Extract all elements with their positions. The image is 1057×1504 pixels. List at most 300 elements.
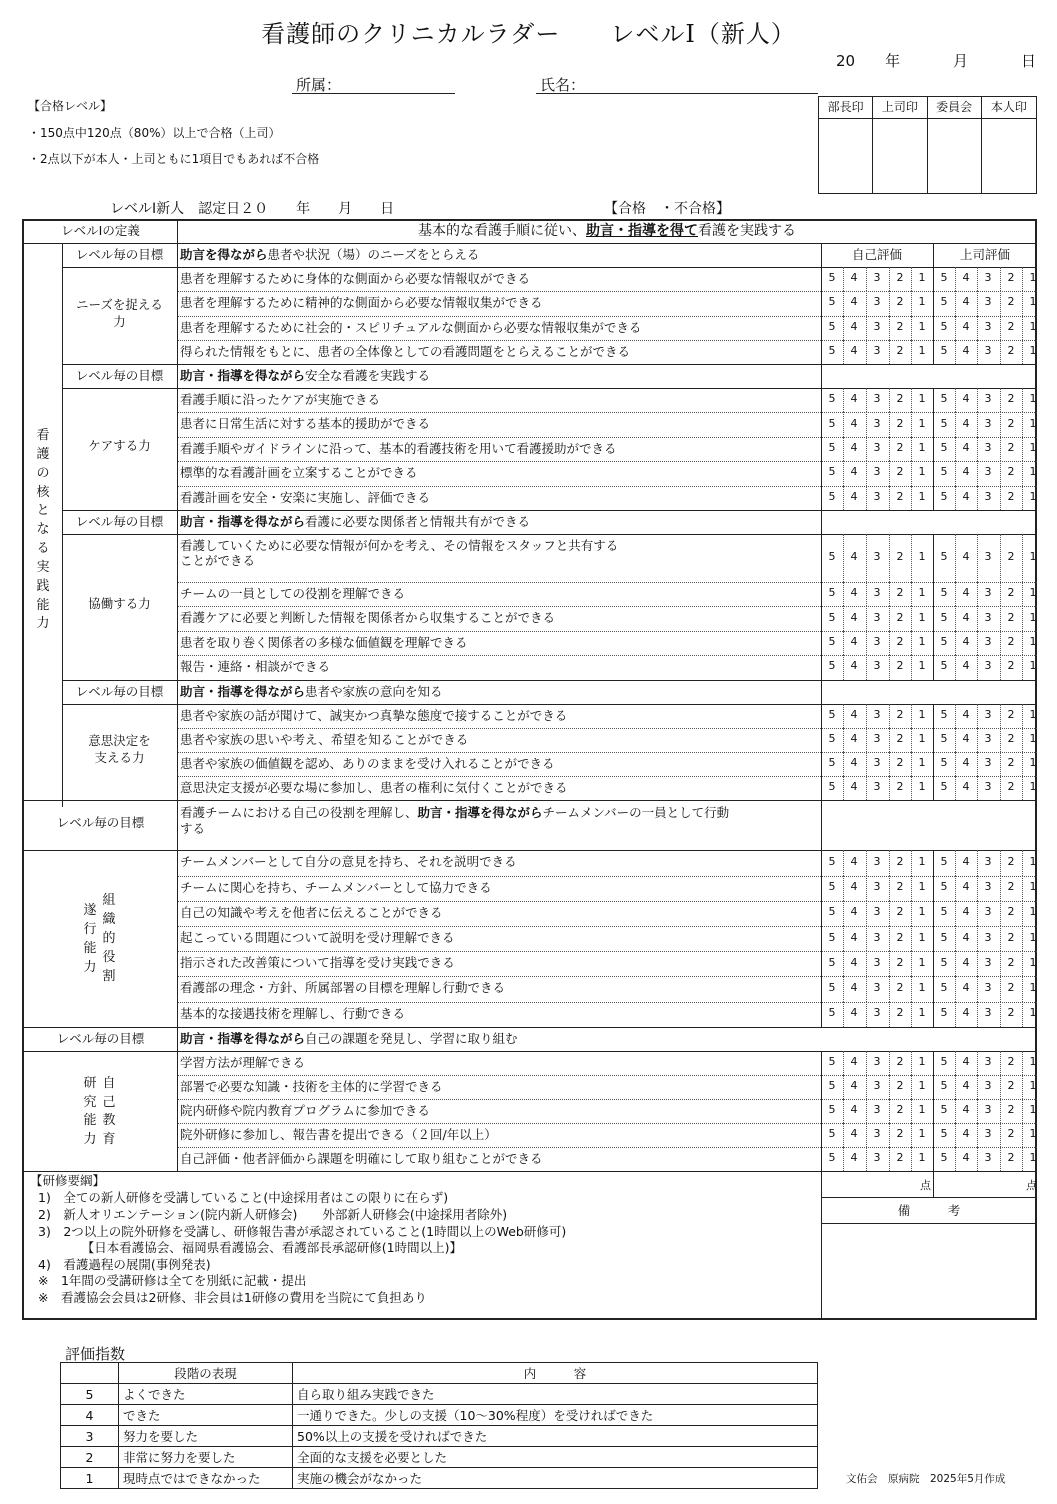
score-option[interactable]: 1: [1029, 271, 1037, 285]
score-option[interactable]: 4: [850, 586, 858, 600]
score-option[interactable]: 5: [828, 780, 836, 794]
score-option[interactable]: 1: [1029, 1127, 1037, 1141]
score-option[interactable]: 4: [962, 295, 970, 309]
score-option[interactable]: 3: [984, 1078, 992, 1092]
score-option[interactable]: 1: [1029, 1006, 1037, 1020]
score-option[interactable]: 2: [1007, 1006, 1015, 1020]
score-option[interactable]: 4: [962, 465, 970, 479]
score-option[interactable]: 5: [940, 1078, 948, 1092]
score-option[interactable]: 1: [918, 1151, 926, 1165]
score-option[interactable]: 4: [962, 880, 970, 894]
score-option[interactable]: 2: [1007, 1151, 1015, 1165]
score-option[interactable]: 1: [918, 780, 926, 794]
score-option[interactable]: 4: [850, 343, 858, 357]
score-option[interactable]: 2: [1007, 659, 1015, 673]
score-option[interactable]: 4: [850, 465, 858, 479]
score-option[interactable]: 5: [828, 271, 836, 285]
score-option[interactable]: 5: [828, 1103, 836, 1117]
score-option[interactable]: 4: [962, 271, 970, 285]
score-option[interactable]: 4: [850, 930, 858, 944]
score-option[interactable]: 5: [940, 905, 948, 919]
score-option[interactable]: 5: [940, 930, 948, 944]
score-option[interactable]: 5: [940, 441, 948, 454]
score-option[interactable]: 4: [962, 635, 970, 648]
score-option[interactable]: 4: [850, 731, 858, 745]
score-option[interactable]: 2: [1007, 855, 1015, 868]
score-option[interactable]: 2: [896, 465, 904, 479]
score-option[interactable]: 1: [918, 319, 926, 333]
score-option[interactable]: 2: [1007, 416, 1015, 430]
score-option[interactable]: 2: [896, 780, 904, 794]
score-option[interactable]: 2: [1007, 1127, 1015, 1141]
score-option[interactable]: 2: [1007, 610, 1015, 624]
score-option[interactable]: 5: [940, 550, 948, 563]
score-option[interactable]: 5: [828, 1006, 836, 1020]
score-option[interactable]: 2: [1007, 1078, 1015, 1092]
score-option[interactable]: 1: [1029, 756, 1037, 770]
score-option[interactable]: 4: [850, 1054, 858, 1068]
score-option[interactable]: 1: [918, 1103, 926, 1117]
score-option[interactable]: 3: [984, 855, 992, 868]
score-option[interactable]: 5: [828, 392, 836, 406]
score-option[interactable]: 1: [1029, 392, 1037, 406]
score-option[interactable]: 1: [918, 707, 926, 721]
score-option[interactable]: 2: [1007, 271, 1015, 285]
score-option[interactable]: 4: [962, 586, 970, 600]
score-option[interactable]: 1: [918, 905, 926, 919]
score-option[interactable]: 2: [1007, 905, 1015, 919]
score-option[interactable]: 2: [1007, 955, 1015, 969]
score-option[interactable]: 4: [850, 1078, 858, 1092]
score-option[interactable]: 1: [1029, 416, 1037, 430]
score-option[interactable]: 1: [918, 756, 926, 770]
score-option[interactable]: 2: [1007, 930, 1015, 944]
score-option[interactable]: 3: [873, 610, 881, 624]
score-option[interactable]: 2: [896, 659, 904, 673]
score-option[interactable]: 2: [896, 489, 904, 503]
score-option[interactable]: 2: [896, 930, 904, 944]
score-option[interactable]: 4: [962, 416, 970, 430]
score-option[interactable]: 1: [918, 465, 926, 479]
score-option[interactable]: 2: [896, 416, 904, 430]
score-option[interactable]: 2: [1007, 880, 1015, 894]
score-option[interactable]: 4: [962, 441, 970, 454]
score-option[interactable]: 4: [850, 955, 858, 969]
score-option[interactable]: 3: [984, 489, 992, 503]
score-option[interactable]: 5: [828, 586, 836, 600]
score-option[interactable]: 4: [850, 855, 858, 868]
score-option[interactable]: 2: [1007, 295, 1015, 309]
score-option[interactable]: 2: [896, 1006, 904, 1020]
score-option[interactable]: 4: [850, 981, 858, 994]
score-option[interactable]: 3: [873, 659, 881, 673]
score-option[interactable]: 5: [940, 731, 948, 745]
score-option[interactable]: 5: [940, 271, 948, 285]
score-option[interactable]: 5: [828, 731, 836, 745]
score-option[interactable]: 2: [1007, 756, 1015, 770]
score-option[interactable]: 2: [896, 1078, 904, 1092]
score-option[interactable]: 4: [962, 707, 970, 721]
score-option[interactable]: 5: [828, 1127, 836, 1141]
score-option[interactable]: 3: [873, 441, 881, 454]
score-option[interactable]: 3: [984, 416, 992, 430]
score-option[interactable]: 1: [1029, 465, 1037, 479]
stamp-cell[interactable]: [982, 119, 1036, 193]
score-option[interactable]: 4: [962, 392, 970, 406]
score-option[interactable]: 5: [828, 930, 836, 944]
score-option[interactable]: 3: [984, 1103, 992, 1117]
score-option[interactable]: 1: [918, 586, 926, 600]
score-option[interactable]: 3: [873, 1006, 881, 1020]
score-option[interactable]: 2: [1007, 981, 1015, 994]
score-option[interactable]: 3: [984, 707, 992, 721]
score-option[interactable]: 2: [896, 610, 904, 624]
stamp-cell[interactable]: [819, 119, 873, 193]
score-option[interactable]: 2: [896, 295, 904, 309]
score-option[interactable]: 5: [940, 659, 948, 673]
score-option[interactable]: 3: [984, 441, 992, 454]
score-option[interactable]: 1: [1029, 1151, 1037, 1165]
score-option[interactable]: 1: [1029, 610, 1037, 624]
score-option[interactable]: 1: [918, 855, 926, 868]
score-option[interactable]: 4: [850, 1151, 858, 1165]
score-option[interactable]: 3: [984, 635, 992, 648]
affiliation-field[interactable]: [292, 93, 455, 94]
score-option[interactable]: 2: [1007, 343, 1015, 357]
score-option[interactable]: 5: [940, 489, 948, 503]
score-option[interactable]: 3: [873, 707, 881, 721]
score-option[interactable]: 1: [1029, 489, 1037, 503]
score-option[interactable]: 3: [984, 930, 992, 944]
score-option[interactable]: 2: [896, 756, 904, 770]
score-option[interactable]: 1: [1029, 731, 1037, 745]
score-option[interactable]: 1: [918, 295, 926, 309]
score-option[interactable]: 5: [828, 1078, 836, 1092]
score-option[interactable]: 5: [828, 416, 836, 430]
score-option[interactable]: 3: [984, 1006, 992, 1020]
score-option[interactable]: 1: [918, 1054, 926, 1068]
score-option[interactable]: 4: [850, 707, 858, 721]
score-option[interactable]: 3: [984, 981, 992, 994]
score-option[interactable]: 1: [918, 610, 926, 624]
score-option[interactable]: 2: [896, 392, 904, 406]
score-option[interactable]: 3: [984, 343, 992, 357]
score-option[interactable]: 3: [984, 756, 992, 770]
stamp-cell[interactable]: [928, 119, 982, 193]
score-option[interactable]: 5: [940, 610, 948, 624]
score-option[interactable]: 3: [984, 295, 992, 309]
score-option[interactable]: 1: [1029, 441, 1037, 454]
score-option[interactable]: 3: [873, 343, 881, 357]
score-option[interactable]: 4: [850, 659, 858, 673]
score-option[interactable]: 4: [962, 1006, 970, 1020]
score-option[interactable]: 3: [873, 392, 881, 406]
score-option[interactable]: 1: [918, 343, 926, 357]
score-option[interactable]: 4: [962, 489, 970, 503]
score-option[interactable]: 5: [828, 707, 836, 721]
score-option[interactable]: 3: [984, 1127, 992, 1141]
score-option[interactable]: 5: [828, 319, 836, 333]
score-option[interactable]: 3: [873, 550, 881, 563]
score-option[interactable]: 1: [1029, 780, 1037, 794]
score-option[interactable]: 4: [962, 855, 970, 868]
score-option[interactable]: 1: [918, 441, 926, 454]
score-option[interactable]: 4: [850, 441, 858, 454]
score-option[interactable]: 5: [940, 981, 948, 994]
score-option[interactable]: 4: [850, 880, 858, 894]
score-option[interactable]: 2: [896, 635, 904, 648]
score-option[interactable]: 3: [984, 271, 992, 285]
score-option[interactable]: 1: [1029, 855, 1037, 868]
score-option[interactable]: 2: [1007, 586, 1015, 600]
score-option[interactable]: 1: [918, 1006, 926, 1020]
score-option[interactable]: 4: [962, 1054, 970, 1068]
score-option[interactable]: 1: [1029, 707, 1037, 721]
score-option[interactable]: 3: [984, 610, 992, 624]
score-option[interactable]: 2: [896, 271, 904, 285]
score-option[interactable]: 2: [1007, 731, 1015, 745]
score-option[interactable]: 1: [1029, 930, 1037, 944]
score-option[interactable]: 1: [1029, 295, 1037, 309]
score-option[interactable]: 3: [873, 635, 881, 648]
score-option[interactable]: 1: [918, 392, 926, 406]
score-option[interactable]: 5: [940, 416, 948, 430]
score-option[interactable]: 5: [940, 955, 948, 969]
score-option[interactable]: 2: [896, 586, 904, 600]
score-option[interactable]: 3: [984, 465, 992, 479]
score-option[interactable]: 5: [940, 586, 948, 600]
score-option[interactable]: 1: [1029, 880, 1037, 894]
score-option[interactable]: 2: [1007, 392, 1015, 406]
score-option[interactable]: 4: [850, 271, 858, 285]
score-option[interactable]: 3: [873, 1103, 881, 1117]
score-option[interactable]: 1: [1029, 659, 1037, 673]
score-option[interactable]: 2: [896, 855, 904, 868]
score-option[interactable]: 4: [850, 780, 858, 794]
score-option[interactable]: 2: [896, 707, 904, 721]
score-option[interactable]: 4: [962, 905, 970, 919]
score-option[interactable]: 4: [850, 1127, 858, 1141]
score-option[interactable]: 5: [940, 1151, 948, 1165]
score-option[interactable]: 1: [918, 880, 926, 894]
score-option[interactable]: 1: [1029, 1103, 1037, 1117]
score-option[interactable]: 1: [1029, 1078, 1037, 1092]
score-option[interactable]: 5: [828, 343, 836, 357]
score-option[interactable]: 3: [873, 780, 881, 794]
score-option[interactable]: 5: [828, 441, 836, 454]
score-option[interactable]: 5: [940, 343, 948, 357]
score-option[interactable]: 2: [1007, 465, 1015, 479]
score-option[interactable]: 3: [984, 392, 992, 406]
score-option[interactable]: 3: [873, 319, 881, 333]
score-option[interactable]: 3: [873, 1054, 881, 1068]
score-option[interactable]: 1: [918, 550, 926, 563]
score-option[interactable]: 2: [1007, 707, 1015, 721]
score-option[interactable]: 5: [828, 1054, 836, 1068]
score-option[interactable]: 1: [918, 489, 926, 503]
score-option[interactable]: 3: [984, 319, 992, 333]
score-option[interactable]: 5: [828, 489, 836, 503]
score-option[interactable]: 3: [873, 465, 881, 479]
score-option[interactable]: 3: [984, 1151, 992, 1165]
score-option[interactable]: 1: [1029, 635, 1037, 648]
score-option[interactable]: 2: [896, 1054, 904, 1068]
score-option[interactable]: 1: [918, 635, 926, 648]
score-option[interactable]: 3: [873, 930, 881, 944]
score-option[interactable]: 5: [940, 465, 948, 479]
score-option[interactable]: 4: [962, 319, 970, 333]
score-option[interactable]: 5: [940, 319, 948, 333]
score-option[interactable]: 5: [828, 659, 836, 673]
score-option[interactable]: 5: [940, 295, 948, 309]
score-option[interactable]: 2: [896, 319, 904, 333]
score-option[interactable]: 3: [873, 1151, 881, 1165]
score-option[interactable]: 3: [873, 586, 881, 600]
score-option[interactable]: 1: [918, 1127, 926, 1141]
score-option[interactable]: 5: [828, 905, 836, 919]
score-option[interactable]: 2: [896, 981, 904, 994]
stamp-cell[interactable]: [873, 119, 927, 193]
score-option[interactable]: 1: [1029, 586, 1037, 600]
score-option[interactable]: 4: [850, 1006, 858, 1020]
score-option[interactable]: 4: [962, 981, 970, 994]
score-option[interactable]: 3: [873, 489, 881, 503]
name-field[interactable]: [536, 93, 818, 94]
score-option[interactable]: 2: [1007, 780, 1015, 794]
score-option[interactable]: 5: [828, 295, 836, 309]
score-option[interactable]: 3: [984, 1054, 992, 1068]
score-option[interactable]: 3: [873, 880, 881, 894]
score-option[interactable]: 1: [1029, 955, 1037, 969]
score-option[interactable]: 3: [873, 271, 881, 285]
score-option[interactable]: 4: [850, 905, 858, 919]
score-option[interactable]: 3: [984, 550, 992, 563]
score-option[interactable]: 3: [984, 586, 992, 600]
score-option[interactable]: 2: [1007, 441, 1015, 454]
score-option[interactable]: 2: [1007, 489, 1015, 503]
score-option[interactable]: 3: [984, 780, 992, 794]
score-option[interactable]: 5: [940, 880, 948, 894]
score-option[interactable]: 1: [918, 659, 926, 673]
score-option[interactable]: 5: [940, 392, 948, 406]
score-option[interactable]: 4: [962, 610, 970, 624]
score-option[interactable]: 1: [918, 1078, 926, 1092]
score-option[interactable]: 4: [850, 416, 858, 430]
score-option[interactable]: 5: [940, 1054, 948, 1068]
score-option[interactable]: 3: [873, 295, 881, 309]
score-option[interactable]: 5: [828, 981, 836, 994]
score-option[interactable]: 3: [873, 731, 881, 745]
score-option[interactable]: 4: [962, 955, 970, 969]
score-option[interactable]: 2: [896, 955, 904, 969]
score-option[interactable]: 1: [918, 955, 926, 969]
score-option[interactable]: 2: [896, 880, 904, 894]
score-option[interactable]: 5: [940, 780, 948, 794]
score-option[interactable]: 3: [873, 955, 881, 969]
score-option[interactable]: 4: [962, 1127, 970, 1141]
score-option[interactable]: 4: [850, 1103, 858, 1117]
score-option[interactable]: 2: [896, 731, 904, 745]
score-option[interactable]: 1: [1029, 550, 1037, 563]
score-option[interactable]: 3: [984, 880, 992, 894]
score-option[interactable]: 4: [850, 756, 858, 770]
score-option[interactable]: 2: [1007, 635, 1015, 648]
score-option[interactable]: 2: [896, 1151, 904, 1165]
score-option[interactable]: 3: [984, 955, 992, 969]
score-option[interactable]: 2: [896, 550, 904, 563]
score-option[interactable]: 4: [850, 319, 858, 333]
score-option[interactable]: 1: [918, 930, 926, 944]
score-option[interactable]: 4: [962, 659, 970, 673]
score-option[interactable]: 5: [828, 880, 836, 894]
score-option[interactable]: 3: [873, 1078, 881, 1092]
score-option[interactable]: 4: [962, 780, 970, 794]
score-option[interactable]: 3: [873, 416, 881, 430]
score-option[interactable]: 4: [962, 550, 970, 563]
score-option[interactable]: 1: [1029, 981, 1037, 994]
score-option[interactable]: 1: [918, 981, 926, 994]
score-option[interactable]: 2: [1007, 550, 1015, 563]
score-option[interactable]: 5: [940, 1103, 948, 1117]
score-option[interactable]: 5: [940, 635, 948, 648]
score-option[interactable]: 1: [918, 731, 926, 745]
score-option[interactable]: 3: [984, 731, 992, 745]
score-option[interactable]: 3: [873, 981, 881, 994]
score-option[interactable]: 5: [828, 635, 836, 648]
score-option[interactable]: 2: [896, 1103, 904, 1117]
score-option[interactable]: 2: [896, 441, 904, 454]
score-option[interactable]: 5: [828, 610, 836, 624]
score-option[interactable]: 5: [940, 756, 948, 770]
score-option[interactable]: 2: [1007, 1054, 1015, 1068]
score-option[interactable]: 3: [984, 659, 992, 673]
score-option[interactable]: 1: [918, 271, 926, 285]
score-option[interactable]: 4: [850, 550, 858, 563]
score-option[interactable]: 5: [828, 955, 836, 969]
score-option[interactable]: 1: [1029, 343, 1037, 357]
score-option[interactable]: 4: [962, 731, 970, 745]
score-option[interactable]: 4: [962, 1151, 970, 1165]
score-option[interactable]: 4: [850, 295, 858, 309]
score-option[interactable]: 1: [1029, 319, 1037, 333]
score-option[interactable]: 4: [962, 756, 970, 770]
score-option[interactable]: 4: [850, 635, 858, 648]
score-option[interactable]: 5: [940, 855, 948, 868]
score-option[interactable]: 3: [873, 905, 881, 919]
score-option[interactable]: 3: [873, 855, 881, 868]
score-option[interactable]: 2: [896, 343, 904, 357]
score-option[interactable]: 5: [828, 756, 836, 770]
score-option[interactable]: 4: [850, 610, 858, 624]
score-option[interactable]: 4: [962, 1103, 970, 1117]
score-option[interactable]: 4: [850, 489, 858, 503]
score-option[interactable]: 4: [962, 1078, 970, 1092]
score-option[interactable]: 2: [896, 1127, 904, 1141]
score-option[interactable]: 5: [940, 1127, 948, 1141]
score-option[interactable]: 1: [918, 416, 926, 430]
score-option[interactable]: 3: [873, 1127, 881, 1141]
score-option[interactable]: 4: [962, 930, 970, 944]
score-option[interactable]: 5: [828, 1151, 836, 1165]
score-option[interactable]: 4: [850, 392, 858, 406]
score-option[interactable]: 4: [962, 343, 970, 357]
score-option[interactable]: 5: [940, 707, 948, 721]
score-option[interactable]: 5: [940, 1006, 948, 1020]
score-option[interactable]: 5: [828, 550, 836, 563]
score-option[interactable]: 2: [1007, 319, 1015, 333]
score-option[interactable]: 5: [828, 465, 836, 479]
score-option[interactable]: 2: [1007, 1103, 1015, 1117]
